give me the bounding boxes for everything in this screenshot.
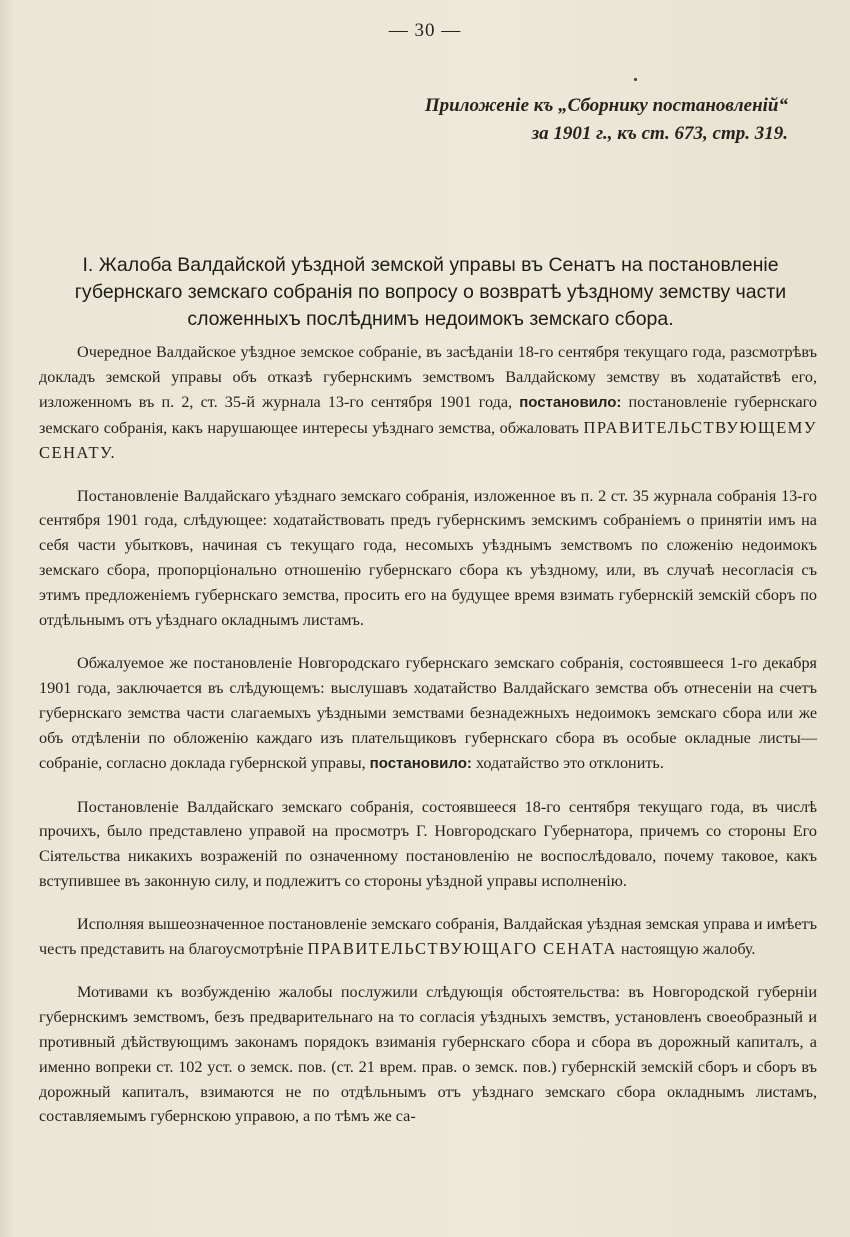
paragraph-text: Исполняя вышеозначенное постановленiе земскаго собранiя, Валдайская уѣздная земская управа и имѣетъ честь представить на благоусмотрѣнiе — [39, 915, 817, 959]
page-number: — 30 — — [388, 20, 462, 41]
paragraph-text: Постановленiе Валдайскаго земскаго собранiя, состоявшееся 18-го сентября текущаго года, въ числѣ прочихъ, было представлено управой на просмотръ Г. Новгородскаго Губернатора, причемъ со стороны Его Сiятельства никакихъ возраженiй по означенному постановленiю не воспослѣдовало, почему таковое, какъ вступившее въ законную силу, и подлежитъ со стороны уѣздной управы исполненiю. — [39, 797, 817, 891]
senate-caps: ПРАВИТЕЛЬСТВУЮЩАГО СЕНАТА — [307, 939, 617, 959]
appendix-line-2: за 1901 г., къ ст. 673, стр. 319. — [531, 123, 788, 144]
paragraph-3 — [39, 651, 817, 777]
emphasis-decided: постановило: — [519, 393, 622, 411]
paragraph-1 — [39, 340, 817, 466]
paragraph-text: Мотивами къ возбужденiю жалобы послужили слѣдующiя обстоятельства: въ Новгородской губернiи губернскимъ земствомъ, безъ предварительнаго на то согласiя уѣздныхъ земствъ, установленъ своеобразный и противный дѣйствующимъ законамъ порядокъ взиманiя губернскаго сбора и сбора въ дорожный капиталъ, а именно вопреки ст. 102 уст. о земск. пов. (ст. 21 врем. прав. о земск. пов.) губернскiй земскiй сборъ и сборъ въ дорожный капиталъ, взимаются не по отдѣльнымъ отъ уѣзднаго земскаго сбора окладнымъ листамъ, составляемымъ губернскою управою, а по тѣмъ же са- — [39, 982, 817, 1126]
appendix-line-1: Приложенiе къ „Сборнику постановленiй“ — [424, 95, 788, 116]
paragraph-4 — [39, 795, 817, 895]
section-heading: I. Жалоба Валдайской уѣздной земской управы въ Сенатъ на постановленiе губернскаго земскаго собранiя по вопросу о возвратѣ уѣздному земству части сложенныхъ послѣднимъ недоимокъ земскаго сбора. — [74, 254, 787, 330]
emphasis-decided: постановило: — [369, 754, 472, 772]
senate-caps: ПРАВИТЕЛЬСТВУЮЩЕМУ СЕНАТУ. — [39, 417, 817, 462]
paragraph-text: настоящую жалобу. — [620, 940, 756, 959]
paragraph-5 — [39, 912, 817, 962]
paragraph-text: Обжалуемое же постановленiе Новгородскаго губернскаго земскаго собранiя, состоявшееся 1-го декабря 1901 года, заключается въ слѣдующемъ: выслушавъ ходатайство Валдайскаго земства объ отнесенiи на счетъ губернскаго земства части слагаемыхъ уѣздными земствами безнадежныхъ недоимокъ земскаго сбора или же объ отдѣленiи по обложенiю каждаго изъ плательщиковъ губернскаго сбора въ особые окладные листы—собранiе, согласно доклада губернской управы, — [39, 653, 817, 772]
paragraph-text: Очередное Валдайское уѣздное земское собранiе, въ засѣданiи 18-го сентября текущаго года, разсмотрѣвъ докладъ земской управы объ отказѣ губернскимъ земствомъ Валдайскому земству въ ходатайствѣ его, изложенномъ въ п. 2, ст. 35-й журнала 13-го сентября 1901 года, — [39, 343, 817, 411]
appendix-note — [425, 92, 788, 148]
paragraph-6 — [39, 980, 817, 1129]
paragraph-text: ходатайство это отклонить. — [475, 753, 664, 772]
document-body — [39, 340, 817, 1147]
paragraph-2 — [39, 484, 817, 633]
paragraph-text: постановленiе губернскаго земскаго собранiя, какъ нарушающее интересы уѣзднаго земства, обжаловать — [39, 392, 818, 437]
paragraph-text: Постановленiе Валдайскаго уѣзднаго земскаго собранiя, изложенное въ п. 2 ст. 35 журнала собранiя 13-го сентября 1901 года, слѣдующее: ходатайствовать предъ губернскимъ земскимъ собранiемъ о принятiи имъ на себя части убытковъ, начиная съ текущаго года, несомыхъ уѣзднымъ земствомъ по сложенiю недоимокъ земскаго сбора, пропорцiонально отношенiю губернскаго сбора къ уѣздному, или, въ случаѣ несогласiя съ этимъ предложенiемъ губернскаго земства, просить его на будущее время взимать губернскiй земскiй сборъ по отдѣльнымъ отъ уѣзднаго окладнымъ листамъ. — [39, 486, 817, 630]
ink-speck — [634, 78, 637, 81]
